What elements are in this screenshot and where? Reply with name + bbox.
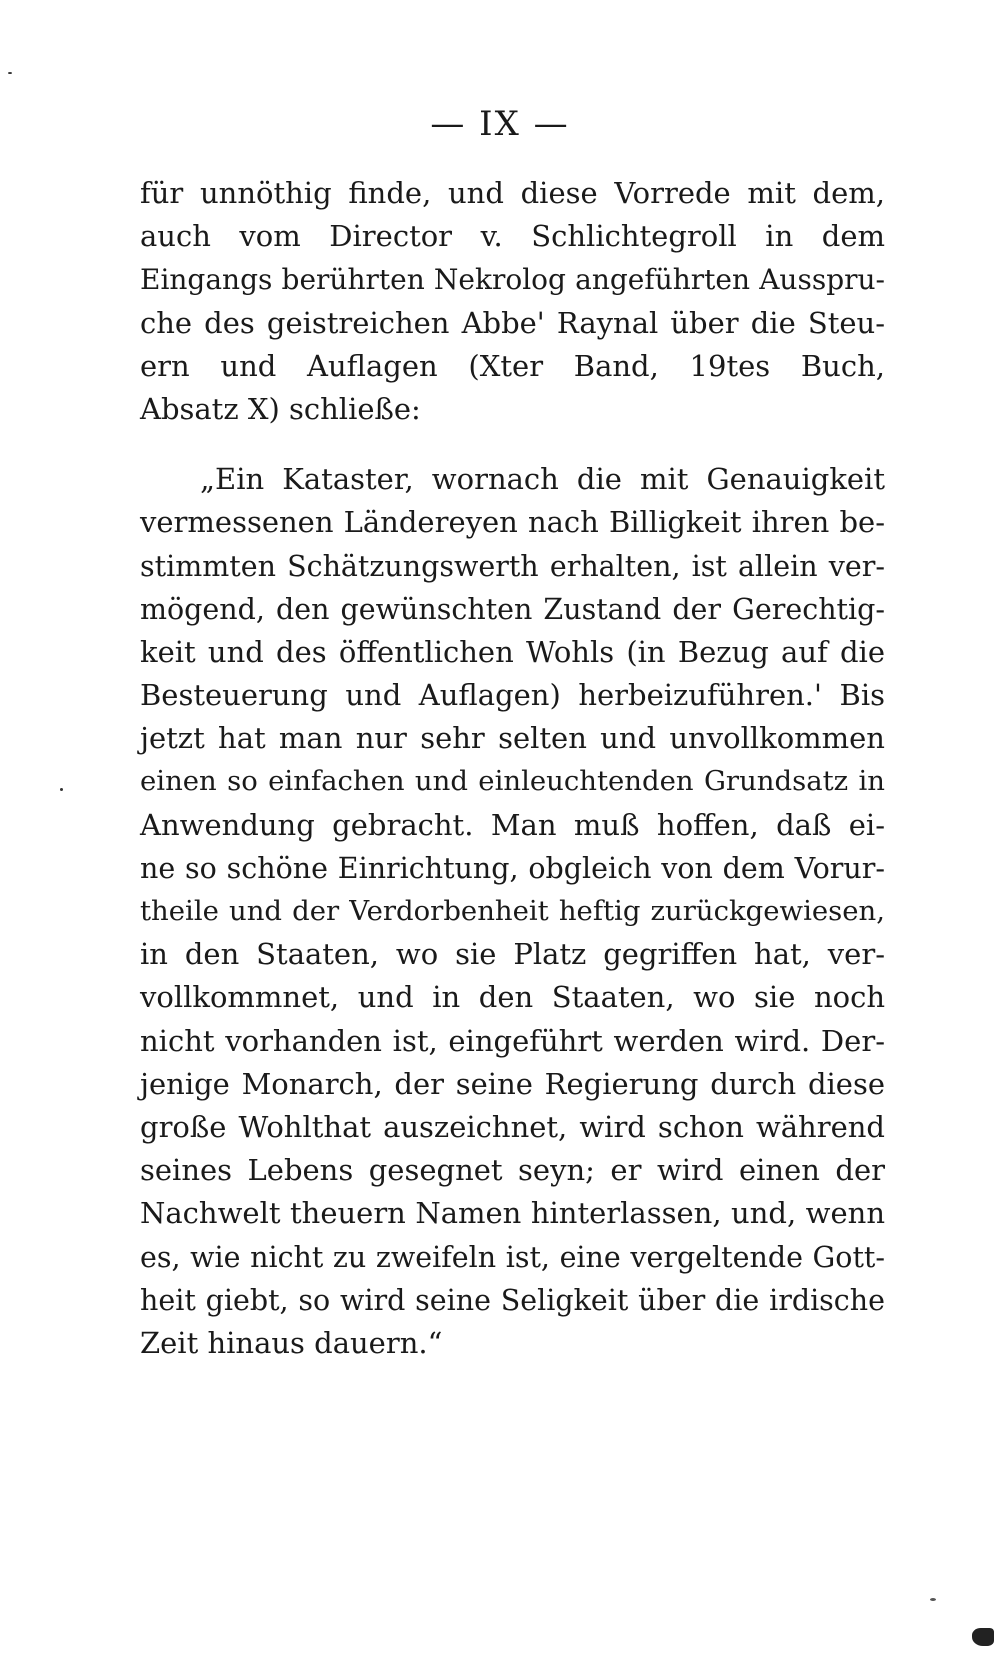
text-line: ne so schöne Einrichtung, obgleich von dem Vorur- — [140, 851, 885, 885]
text-line: nicht vorhanden ist, eingeführt werden wird. Der- — [140, 1023, 885, 1058]
text-line: Absatz X) schließe: — [140, 391, 421, 426]
text-line: heit giebt, so wird seine Seligkeit über die irdische — [140, 1283, 885, 1317]
text-line: jetzt hat man nur sehr selten und unvollkommen — [140, 721, 885, 756]
paragraph-quotation — [140, 458, 885, 1365]
text-line: mögend, den gewünschten Zustand der Gerechtig- — [140, 592, 885, 626]
text-line: Anwendung gebracht. Man muß hoffen, daß ei- — [140, 807, 885, 842]
text-line: Nachwelt theuern Namen hinterlassen, und, wenn — [140, 1196, 885, 1231]
text-line: vollkommnet, und in den Staaten, wo sie noch — [140, 980, 885, 1015]
text-line: jenige Monarch, der seine Regierung durch diese — [140, 1066, 885, 1101]
scan-speck — [972, 1628, 994, 1646]
text-line: für unnöthig finde, und diese Vorrede mit dem, — [140, 176, 885, 210]
text-line: einen so einfachen und einleuchtenden Grundsatz in — [140, 765, 885, 798]
text-line: che des geistreichen Abbe' Raynal über die Steu- — [140, 305, 885, 340]
scan-speck — [60, 788, 63, 791]
scan-speck — [8, 72, 12, 74]
text-line: Eingangs berührten Nekrolog angeführten Ausspru- — [140, 263, 885, 297]
paragraph-preface-close — [140, 172, 885, 431]
text-line: große Wohlthat auszeichnet, wird schon während — [140, 1109, 885, 1144]
text-line: theile und der Verdorbenheit heftig zurückgewiesen, — [140, 895, 885, 927]
text-line: Zeit hinaus dauern.“ — [140, 1325, 443, 1360]
paragraph-gap — [140, 431, 885, 458]
text-line: keit und des öffentlichen Wohls (in Bezug auf die — [140, 634, 885, 669]
text-line: seines Lebens gesegnet seyn; er wird einen der — [140, 1153, 885, 1188]
text-line: ern und Auflagen (Xter Band, 19tes Buch, — [140, 348, 885, 383]
text-line: vermessenen Ländereyen nach Billigkeit ihren be- — [140, 505, 885, 540]
page-number: — IX — — [430, 104, 570, 144]
scan-speck — [930, 1598, 936, 1601]
text-line: in den Staaten, wo sie Platz gegriffen hat, ver- — [140, 937, 885, 972]
body-text — [140, 172, 885, 1365]
text-line: es, wie nicht zu zweifeln ist, eine vergeltende Gott- — [140, 1240, 885, 1274]
text-line: Besteuerung und Auflagen) herbeizuführen.' Bis — [140, 678, 885, 713]
text-line: stimmten Schätzungswerth erhalten, ist allein ver- — [140, 549, 885, 583]
text-line: „Ein Kataster, wornach die mit Genauigkeit — [200, 462, 885, 497]
text-line: auch vom Director v. Schlichtegroll in dem — [140, 219, 885, 254]
